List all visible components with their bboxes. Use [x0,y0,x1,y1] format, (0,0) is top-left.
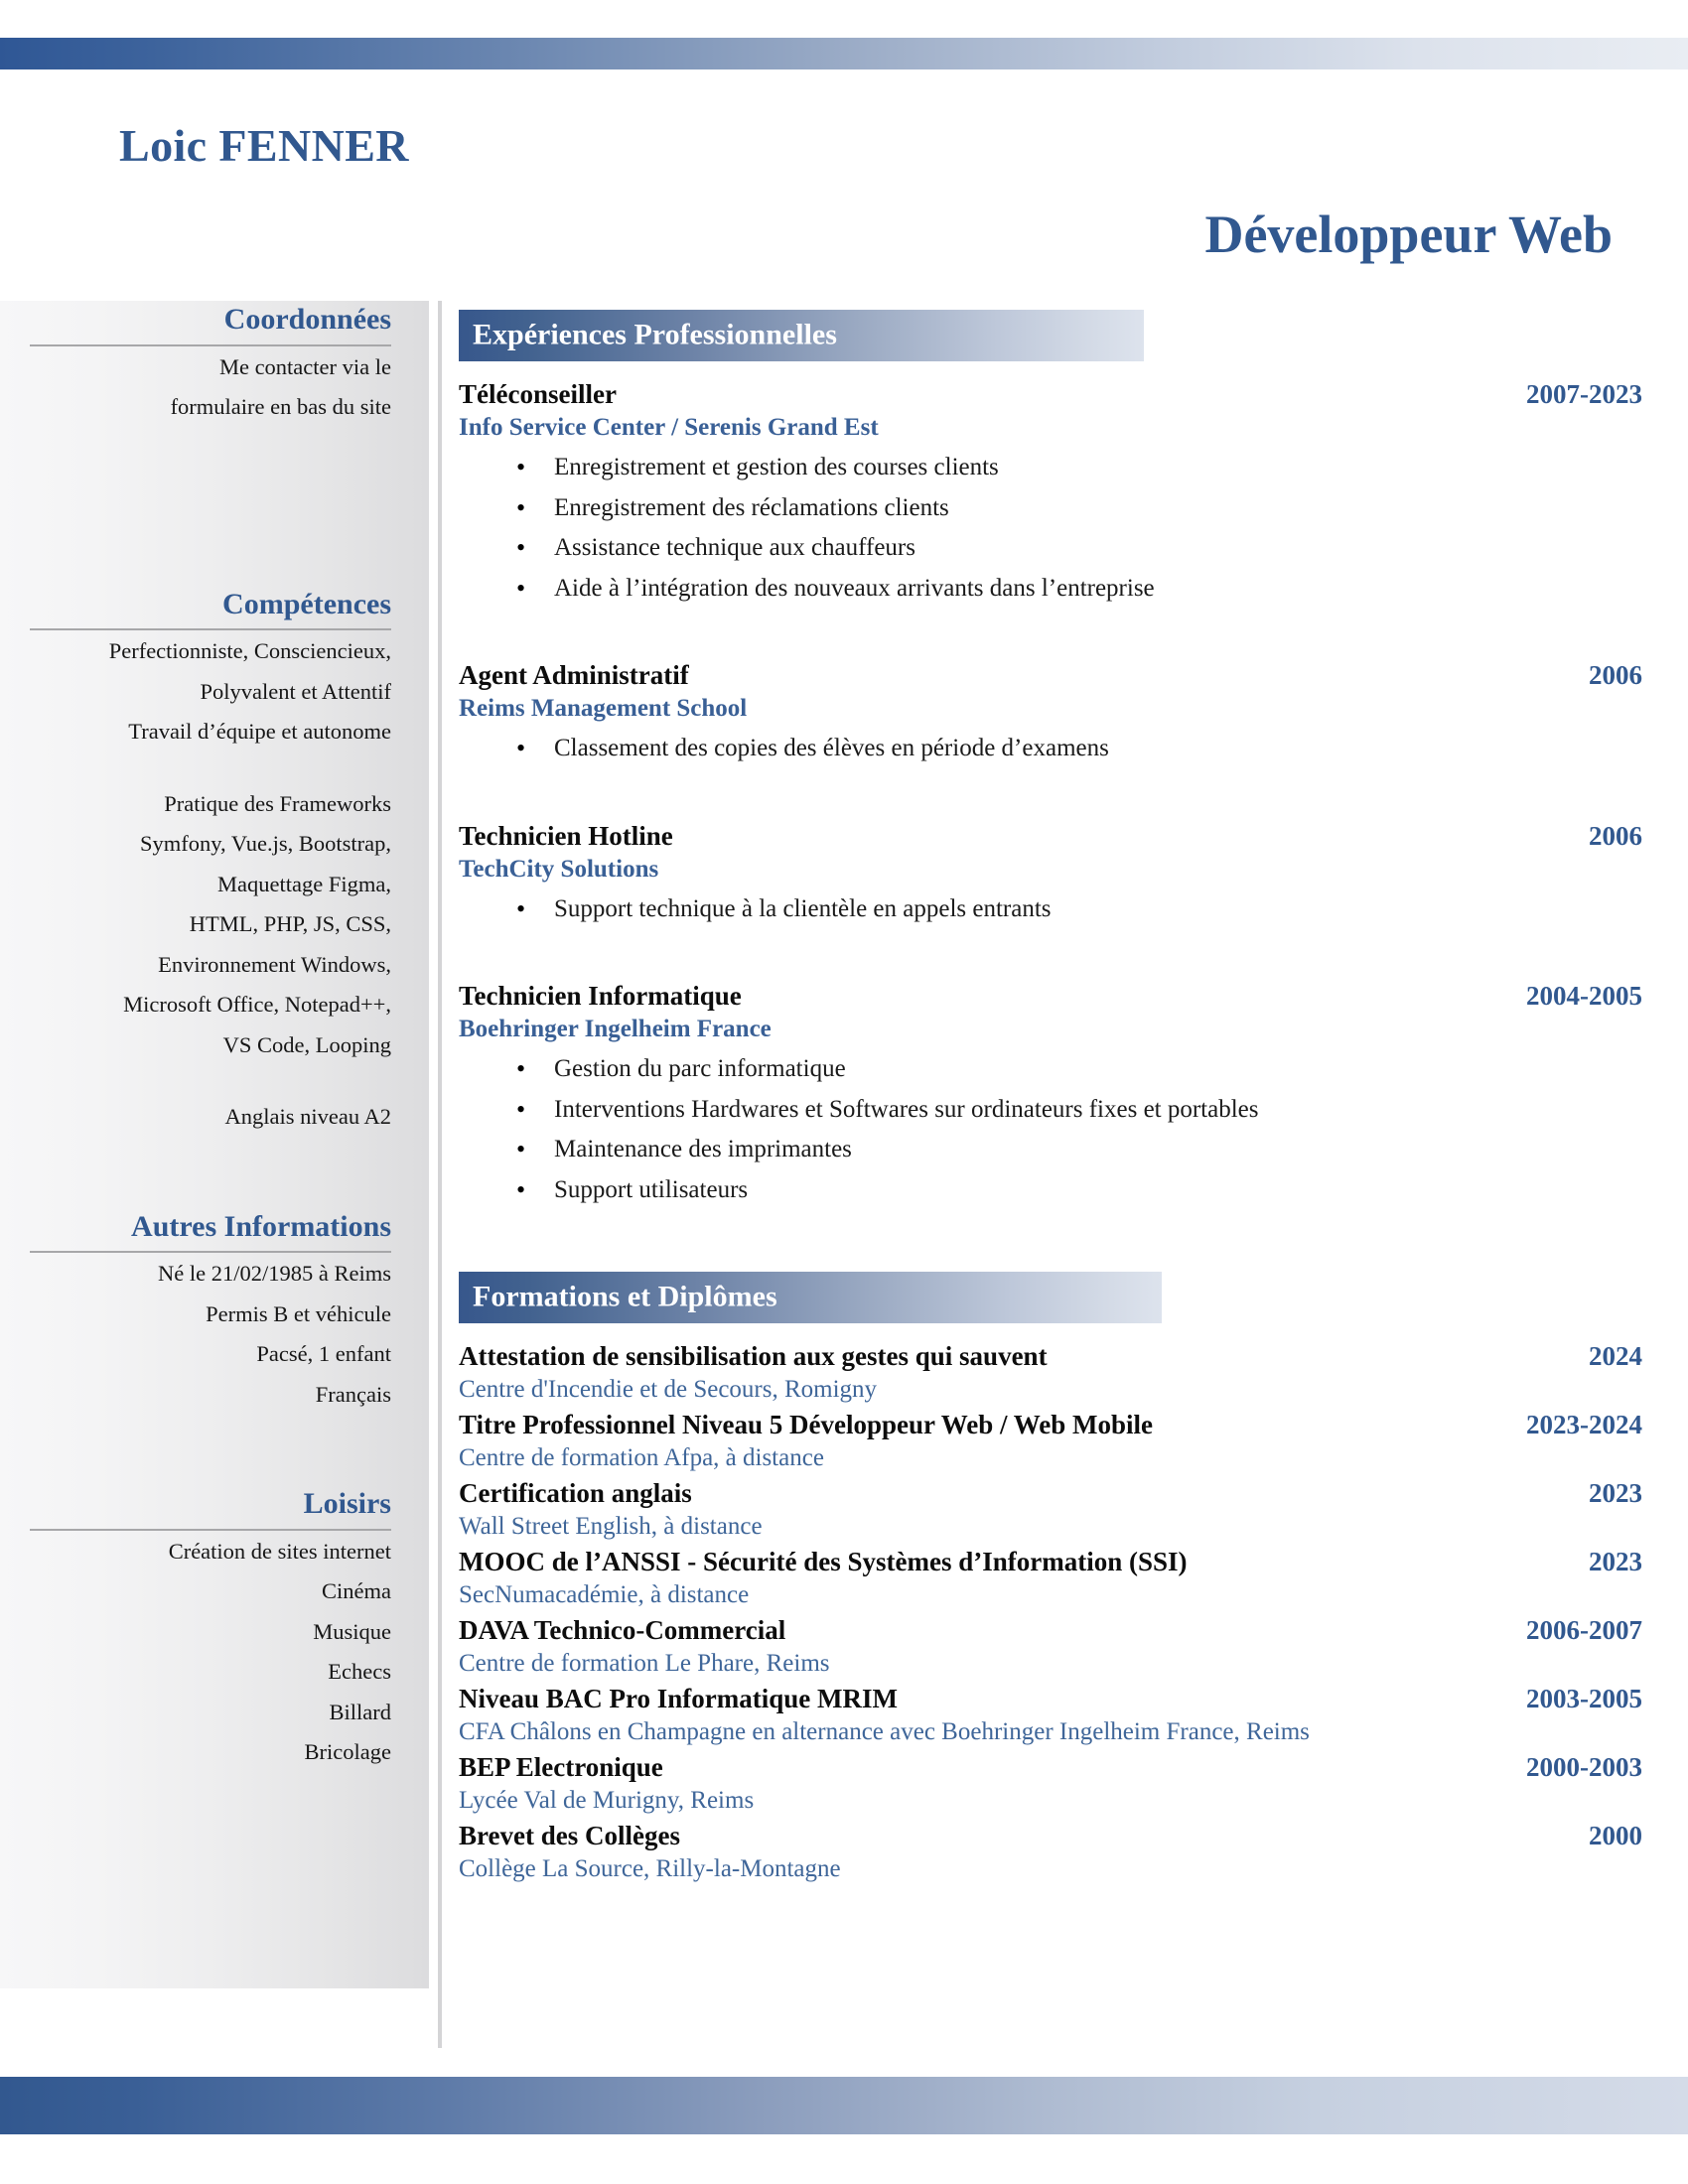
column-divider [438,301,442,2048]
spacer [459,939,1642,981]
sidebar-spacer [30,1147,391,1208]
sidebar-text: Travail d’équipe et autonome [128,719,391,744]
education-title: Brevet des Collèges [459,1821,680,1850]
sidebar-section-loisirs [30,1485,391,1764]
experience-title-row [459,821,1642,852]
section-header-experience [459,310,1144,361]
education-school: Collège La Source, Rilly-la-Montagne [459,1855,841,1882]
education-school: SecNumacadémie, à distance [459,1581,750,1608]
experience-date: 2006 [1589,660,1642,690]
list-item: • Classement des copies des élèves en période d’examens [459,729,1642,769]
list-item: • Support utilisateurs [459,1170,1642,1211]
education-title: MOOC de l’ANSSI - Sécurité des Systèmes d’Information (SSI) [459,1547,1188,1576]
sidebar-text: formulaire en bas du site [170,394,391,419]
sidebar-text: Polyvalent et Attentif [200,678,391,704]
experience-entry [459,821,1642,930]
page-title: Loic FENNER [119,120,409,171]
education-date: 2023 [1589,1478,1642,1508]
sidebar-text: VS Code, Looping [222,1031,391,1057]
spacer [459,618,1642,660]
education-title-row [459,1615,1642,1646]
list-item: • Support technique à la clientèle en appels entrants [459,889,1642,930]
section-header-education [459,1272,1162,1323]
footer-gradient-bar [0,2077,1688,2134]
experience-bullets [459,889,1642,930]
education-date: 2024 [1589,1341,1642,1371]
education-school: Centre de formation Le Phare, Reims [459,1650,830,1677]
sidebar-heading-loisirs: Loisirs [303,1487,391,1520]
sidebar-heading-autres-informations: Autres Informations [131,1209,391,1243]
experience-title-row [459,981,1642,1012]
education-school: Lycée Val de Murigny, Reims [459,1787,755,1814]
sidebar-text: Permis B et véhicule [206,1300,391,1326]
sidebar-text: Création de sites internet [168,1538,391,1564]
list-item: • Gestion du parc informatique [459,1049,1642,1090]
education-entry [459,1821,1642,1884]
experience-entry [459,981,1642,1210]
experience-bullets [459,729,1642,769]
experience-organization: Info Service Center / Serenis Grand Est [459,414,879,441]
sidebar-rule [30,1529,391,1531]
sidebar-rule [30,344,391,346]
education-date: 2003-2005 [1526,1684,1642,1713]
education-entry [459,1615,1642,1679]
sidebar-text: Billard [329,1699,391,1724]
education-entry [459,1547,1642,1610]
sidebar-text: Bricolage [304,1739,391,1764]
sidebar-text: Cinéma [322,1578,391,1603]
education-entry [459,1684,1642,1747]
experience-title: Téléconseiller [459,379,617,409]
sidebar-text: Echecs [328,1659,391,1684]
sidebar-text: Musique [313,1618,391,1644]
experience-date: 2004-2005 [1526,981,1642,1011]
experience-bullets [459,448,1642,609]
education-entry [459,1341,1642,1405]
sidebar [0,301,429,1782]
section-header-experience-label: Expériences Professionnelles [473,318,837,351]
list-item: • Enregistrement des réclamations clients [459,488,1642,529]
list-item: • Interventions Hardwares et Softwares sur ordinateurs fixes et portables [459,1090,1642,1131]
education-entry [459,1752,1642,1816]
education-title: Attestation de sensibilisation aux gestes qui sauvent [459,1341,1048,1371]
experience-title: Technicien Hotline [459,820,673,851]
education-title-row [459,1410,1642,1440]
education-title-row [459,1752,1642,1783]
sidebar-spacer [30,1424,391,1485]
job-title-headline: Développeur Web [1204,205,1613,264]
experience-date: 2007-2023 [1526,379,1642,409]
experience-date: 2006 [1589,820,1642,851]
sidebar-heading-coordonnees: Coordonnées [223,303,391,336]
experience-title-row [459,660,1642,691]
header-gradient-bar [0,38,1688,69]
education-school: Wall Street English, à distance [459,1513,763,1540]
education-title: Certification anglais [459,1478,692,1508]
sidebar-text: Pacsé, 1 enfant [256,1341,391,1366]
sidebar-text: Microsoft Office, Notepad++, [123,992,391,1017]
list-item: • Maintenance des imprimantes [459,1130,1642,1170]
education-entry [459,1410,1642,1473]
list-item: • Assistance technique aux chauffeurs [459,528,1642,569]
spacer [459,779,1642,821]
sidebar-section-coordonnees [30,301,391,419]
experience-entry [459,379,1642,609]
education-date: 2000 [1589,1821,1642,1850]
education-title: BEP Electronique [459,1752,663,1782]
experience-organization: TechCity Solutions [459,855,659,883]
sidebar-text: Anglais niveau A2 [224,1104,391,1129]
sidebar-rule [30,628,391,630]
education-date: 2023-2024 [1526,1410,1642,1439]
experience-organization: Boehringer Ingelheim France [459,1016,772,1042]
experience-entry [459,660,1642,769]
education-title-row [459,1478,1642,1509]
education-title: Niveau BAC Pro Informatique MRIM [459,1684,898,1713]
education-school: Centre de formation Afpa, à distance [459,1444,824,1471]
education-title: DAVA Technico-Commercial [459,1615,786,1645]
list-item: • Enregistrement et gestion des courses clients [459,448,1642,488]
sidebar-text: Pratique des Frameworks [164,790,391,816]
education-entry [459,1478,1642,1542]
education-date: 2000-2003 [1526,1752,1642,1782]
main-column [459,310,1642,1889]
education-date: 2023 [1589,1547,1642,1576]
sidebar-spacer [30,437,391,586]
education-title: Titre Professionnel Niveau 5 Développeur Web / Web Mobile [459,1410,1154,1439]
sidebar-section-autres-informations [30,1208,391,1407]
education-block [459,1272,1642,1884]
education-title-row [459,1341,1642,1372]
sidebar-text: Perfectionniste, Consciencieux, [108,638,391,663]
sidebar-text: Maquettage Figma, [217,871,391,896]
section-header-education-label: Formations et Diplômes [473,1280,777,1313]
experience-title: Technicien Informatique [459,981,742,1011]
sidebar-section-competences [30,586,391,1129]
education-school: CFA Châlons en Champagne en alternance avec Boehringer Ingelheim France, Reims [459,1718,1310,1745]
sidebar-rule [30,1251,391,1253]
education-school: Centre d'Incendie et de Secours, Romigny [459,1376,878,1403]
sidebar-text: Symfony, Vue.js, Bootstrap, [139,831,391,856]
education-title-row [459,1684,1642,1714]
education-title-row [459,1821,1642,1851]
sidebar-text: Me contacter via le [218,353,391,379]
sidebar-text: Environnement Windows, [158,951,391,977]
education-title-row [459,1547,1642,1577]
education-date: 2006-2007 [1526,1615,1642,1645]
experience-bullets [459,1049,1642,1210]
list-item: • Aide à l’intégration des nouveaux arrivants dans l’entreprise [459,569,1642,610]
experience-title: Agent Administratif [459,660,689,690]
experience-title-row [459,379,1642,410]
experience-organization: Reims Management School [459,695,748,722]
sidebar-text: Né le 21/02/1985 à Reims [158,1261,391,1286]
sidebar-heading-competences: Compétences [222,587,391,620]
sidebar-text: HTML, PHP, JS, CSS, [189,911,391,936]
sidebar-text: Français [315,1381,391,1407]
